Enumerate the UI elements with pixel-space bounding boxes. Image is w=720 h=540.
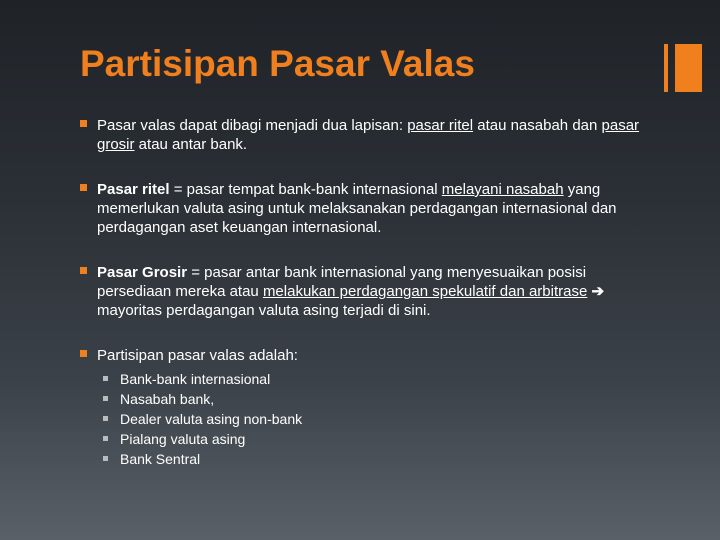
- p1-text-1: Pasar valas dapat dibagi menjadi dua lapisan:: [97, 117, 408, 134]
- p3-term: Pasar Grosir: [97, 264, 188, 281]
- slide-body: [80, 116, 650, 495]
- p2-underlined: melayani nasabah: [441, 181, 564, 198]
- p3-underlined: melakukan perdagangan spekulatif dan arbitrase: [262, 283, 588, 300]
- sub-bullet-icon: [103, 456, 108, 461]
- p1-term-pasar-grosir: pasar grosir: [97, 117, 640, 153]
- list-item-label: Dealer valuta asing non-bank: [120, 411, 303, 427]
- square-bullet-icon: [80, 120, 87, 127]
- bullet-paragraph-4: [80, 346, 650, 469]
- list-item-label: Bank Sentral: [120, 451, 201, 467]
- p1-term-pasar-ritel: pasar ritel: [407, 117, 474, 134]
- sub-bullet-icon: [103, 376, 108, 381]
- p2-term: Pasar ritel: [97, 181, 170, 198]
- arrow-right-icon: ➔: [591, 283, 605, 300]
- bullet-paragraph-3: [80, 263, 650, 320]
- list-item: [97, 409, 650, 429]
- p1-text-3: atau antar bank.: [134, 136, 248, 153]
- square-bullet-icon: [80, 184, 87, 191]
- list-item-label: Bank-bank internasional: [120, 371, 271, 387]
- square-bullet-icon: [80, 267, 87, 274]
- participants-list: [97, 369, 650, 469]
- bullet-paragraph-1: [80, 116, 650, 154]
- p1-text-2: atau nasabah dan: [473, 117, 602, 134]
- sub-bullet-icon: [103, 436, 108, 441]
- accent-bar-thick: [675, 44, 702, 92]
- list-item: [97, 429, 650, 449]
- list-item-label: Pialang valuta asing: [120, 431, 246, 447]
- sub-bullet-icon: [103, 396, 108, 401]
- list-item: [97, 369, 650, 389]
- sub-bullet-icon: [103, 416, 108, 421]
- p4-text: Partisipan pasar valas adalah:: [97, 347, 298, 364]
- bullet-paragraph-2: [80, 180, 650, 237]
- p2-text-2: yang memerlukan valuta asing untuk melaksanakan perdagangan internasional dan perdagangan aset keuangan internasional.: [97, 181, 617, 236]
- square-bullet-icon: [80, 350, 87, 357]
- p3-text-2: mayoritas perdagangan valuta asing terjadi di sini.: [97, 302, 431, 319]
- p3-text-1: = pasar antar bank internasional yang menyesuaikan posisi persediaan mereka atau: [97, 264, 587, 300]
- p2-text-1: = pasar tempat bank-bank internasional: [169, 181, 442, 198]
- list-item: [97, 389, 650, 409]
- slide-title: Partisipan Pasar Valas: [80, 43, 475, 84]
- accent-bar-thin: [664, 44, 668, 92]
- list-item: [97, 449, 650, 469]
- list-item-label: Nasabah bank,: [120, 391, 215, 407]
